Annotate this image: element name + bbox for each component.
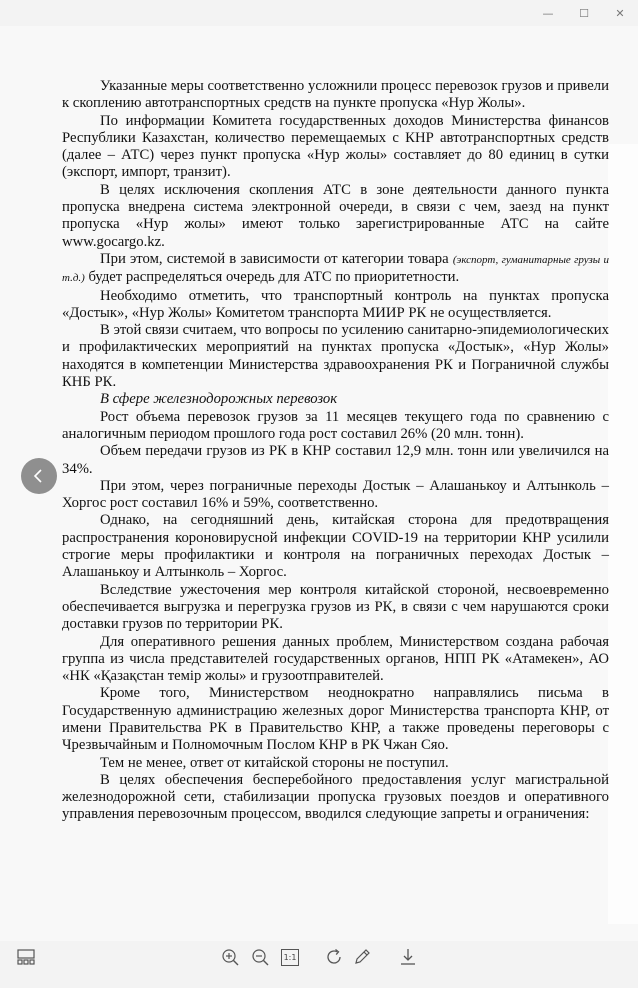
paragraph-13: Кроме того, Министерством неоднократно направлялись письма в Государственную администрацию железных дорог Министерства транспорта КНР, от имени Правительства РК в Правительство КНР, а также проведены переговоры с Чрезвычайным и Полномочным Послом КНР в РК Чжан Сяо. bbox=[62, 685, 609, 754]
document-text bbox=[62, 78, 609, 824]
minimize-button[interactable]: — bbox=[542, 6, 554, 20]
download-icon bbox=[398, 947, 418, 967]
paragraph-4-end: будет распределяться очередь для АТС по приоритетности. bbox=[84, 269, 460, 286]
paragraph-11: Вследствие ужесточения мер контроля китайской стороной, несвоевременно обеспечивается выгрузка и перегрузка грузов из РК, в связи с чем нарушаются сроки доставки грузов по территории РК. bbox=[62, 581, 609, 633]
paragraph-4-start: При этом, системой в зависимости от категории товара bbox=[100, 250, 453, 267]
edit-icon bbox=[352, 947, 372, 967]
paragraph-3: В целях исключения скопления АТС в зоне деятельности данного пункта пропуска внедрена система электронной очереди, в связи с чем, заезд на пункт пропуска «Нур жолы» имеют только зарегистрированные АТС на сайте www.gocargo.kz. bbox=[62, 181, 609, 250]
edit-button[interactable] bbox=[350, 945, 374, 969]
paragraph-15: В целях обеспечения бесперебойного предоставления услуг магистральной железнодорожной сети, стабилизации пропуска грузовых поездов и оперативного управления перевозочным процессом, вводился следующие запреты и ограничения: bbox=[62, 771, 609, 823]
paragraph-8: Объем передачи грузов из РК в КНР составил 12,9 млн. тонн или увеличился на 34%. bbox=[62, 443, 609, 477]
zoom-out-icon bbox=[250, 947, 270, 967]
paragraph-5: Необходимо отметить, что транспортный контроль на пунктах пропуска «Достык», «Нур Жолы» Комитетом транспорта МИИР РК не осуществляется. bbox=[62, 287, 609, 321]
previous-page-button[interactable] bbox=[21, 458, 57, 494]
paragraph-1: Указанные меры соответственно усложнили процесс перевозок грузов и привели к скоплению автотранспортных средств на пункте пропуска «Нур Жолы». bbox=[62, 78, 609, 112]
paragraph-12: Для оперативного решения данных проблем, Министерством создана рабочая группа из числа представителей государственных органов, НПП РК «Атамекен», АО «НК «Қазақстан темір жолы» и грузоотправителей. bbox=[62, 633, 609, 685]
paragraph-2: По информации Комитета государственных доходов Министерства финансов Республики Казахстан, количество перемещаемых с КНР автотранспортных средств (далее – АТС) через пункт пропуска «Нур жолы» составляет до 80 единиц в сутки (экспорт, импорт, транзит). bbox=[62, 112, 609, 181]
thumbnails-button[interactable] bbox=[14, 945, 38, 969]
page-edge bbox=[608, 144, 638, 924]
paragraph-4 bbox=[62, 251, 609, 288]
paragraph-9: При этом, через пограничные переходы Достык – Алашанькоу и Алтынколь – Хоргос рост составил 16% и 59%, соответственно. bbox=[62, 477, 609, 512]
zoom-in-icon bbox=[220, 947, 240, 967]
paragraph-7: Рост объема перевозок грузов за 11 месяцев текущего года по сравнению с аналогичным периодом прошлого года рост составил 26% (20 млн. тонн). bbox=[62, 408, 609, 442]
rotate-button[interactable] bbox=[322, 945, 346, 969]
document-page bbox=[0, 26, 638, 941]
close-button[interactable]: ✕ bbox=[615, 6, 625, 20]
rotate-icon bbox=[324, 947, 344, 967]
chevron-left-icon bbox=[31, 468, 47, 484]
viewer-toolbar bbox=[0, 941, 638, 988]
window-controls bbox=[530, 0, 638, 26]
paragraph-4-italic: (экспорт, гуманитарные грузы и т.д.) bbox=[62, 253, 609, 285]
maximize-button[interactable]: ☐ bbox=[579, 6, 589, 20]
zoom-out-button[interactable] bbox=[248, 945, 272, 969]
paragraph-10: Однако, на сегодняшний день, китайская сторона для предотвращения распространения короновирусной инфекции COVID-19 на территории КНР усилили строгие меры профилактики и контроля на пограничных переходах Достык – Алашанькоу и Алтынколь – Хоргос. bbox=[62, 512, 609, 581]
actual-size-button[interactable] bbox=[278, 945, 302, 969]
actual-size-icon: 1:1 bbox=[281, 949, 299, 966]
download-button[interactable] bbox=[396, 945, 420, 969]
thumbnails-icon bbox=[16, 947, 36, 967]
zoom-in-button[interactable] bbox=[218, 945, 242, 969]
section-heading: В сфере железнодорожных перевозок bbox=[100, 391, 338, 408]
paragraph-6: В этой связи считаем, что вопросы по усилению санитарно-эпидемиологических и профилактических мероприятий на пунктах пропуска «Достык», «Нур Жолы» находятся в компетенции Министерства здравоохранения РК и Пограничной службы КНБ РК. bbox=[62, 322, 609, 391]
paragraph-14: Тем не менее, ответ от китайской стороны не поступил. bbox=[100, 754, 449, 771]
